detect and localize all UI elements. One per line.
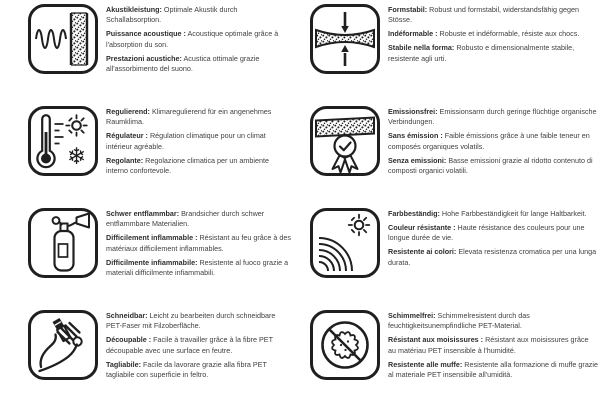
feature-card-emission-free <box>300 102 600 204</box>
color-fastness-icon <box>310 208 380 278</box>
feature-text-fr: Indéformable : Robuste et indéformable, résiste aux chocs. <box>388 29 580 39</box>
feature-text-fr: Sans émission : Faible émissions grâce à une faible teneur en composés organiques volatils. <box>388 131 590 151</box>
feature-card-cuttable <box>0 306 300 400</box>
feature-text-de: Farbbeständig: Hohe Farbbeständigkeit für lange Haltbarkeit. <box>388 209 587 218</box>
emission-free-icon <box>310 106 380 176</box>
cuttable-icon <box>28 310 98 380</box>
feature-text-it: Resistente ai colori: Elevata resistenza cromatica per una lunga durata. <box>388 247 597 267</box>
feature-card-shape-stability <box>300 0 600 102</box>
feature-text-fr: Résistant aux moisissures : Résistant aux moisissures grâce au matériau PET insensible à l'humidité. <box>388 335 589 355</box>
feature-text-de: Schneidbar: Leicht zu bearbeiten durch schneidbare PET-Faser mit Filzoberfläche. <box>106 311 276 331</box>
feature-text-it: Prestazioni acustiche: Acustica ottimale grazie all'assorbimento del suono. <box>106 53 260 74</box>
feature-text-it: Resistente alle muffe: Resistente alla formazione di muffe grazie al materiale PET insensibile all'umidità. <box>388 359 598 380</box>
sound-absorption-icon <box>28 4 98 74</box>
feature-text-it: Difficilmente infiammabile: Resistente al fuoco grazie a materiali difficilmente infiammabili. <box>106 257 289 278</box>
feature-text-it: Senza emissioni: Basse emissioni grazie al ridotto contenuto di composti organici volatili. <box>388 155 593 176</box>
feature-text-fr: Couleur résistante : Haute résistance des couleurs pour une longue durée de vie. <box>388 222 585 243</box>
feature-text-de: Akustikleistung: Optimale Akustik durch Schallabsorption. <box>106 5 238 25</box>
fire-extinguisher-icon <box>28 208 98 278</box>
feature-text-de: Regulierend: Klimaregulierend für ein angenehmes Raumklima. <box>106 107 272 127</box>
feature-text-it: Regolante: Regolazione climatica per un ambiente interno confortevole. <box>106 155 269 176</box>
feature-text-it: Stabile nella forma: Robusto e dimensionalmente stabile, resistente agli urti. <box>388 43 575 63</box>
feature-text-fr: Difficilement inflammable : Résistant au feu grâce à des matériaux difficilement inflammables. <box>106 233 291 253</box>
feature-text-de: Formstabil: Robust und formstabil, widerstandsfähig gegen Stösse. <box>388 5 579 25</box>
feature-card-mold-resistant <box>300 306 600 400</box>
feature-text-de: Emissionsfrei: Emissionsarm durch geringe flüchtige organische Verbindungen. <box>388 107 597 127</box>
climate-regulation-icon <box>28 106 98 176</box>
feature-text-fr: Découpable : Facile à travailler grâce à la fibre PET découpable avec une surface en feutre. <box>106 335 273 355</box>
feature-text-de: Schimmelfrei: Schimmelresistent durch das feuchtigkeitsunempfindliche PET-Material. <box>388 311 530 331</box>
feature-card-climate <box>0 102 300 204</box>
feature-card-color-fastness <box>300 204 600 306</box>
feature-text-fr: Régulateur : Régulation climatique pour un climat intérieur agréable. <box>106 131 266 151</box>
mold-resistant-icon <box>310 310 380 380</box>
feature-text-fr: Puissance acoustique : Acoustique optimale grâce à l'absorption du son. <box>106 29 279 49</box>
feature-card-acoustics <box>0 0 300 102</box>
feature-card-flame-resistant <box>0 204 300 306</box>
feature-text-de: Schwer entflammbar: Brandsicher durch schwer entflammbare Materialien. <box>106 209 265 229</box>
feature-text-it: Tagliabile: Facile da lavorare grazie alla fibra PET tagliabile con superficie in feltro. <box>106 359 267 380</box>
shape-stability-icon <box>310 4 380 74</box>
svg-text:❄: ❄ <box>66 144 87 170</box>
